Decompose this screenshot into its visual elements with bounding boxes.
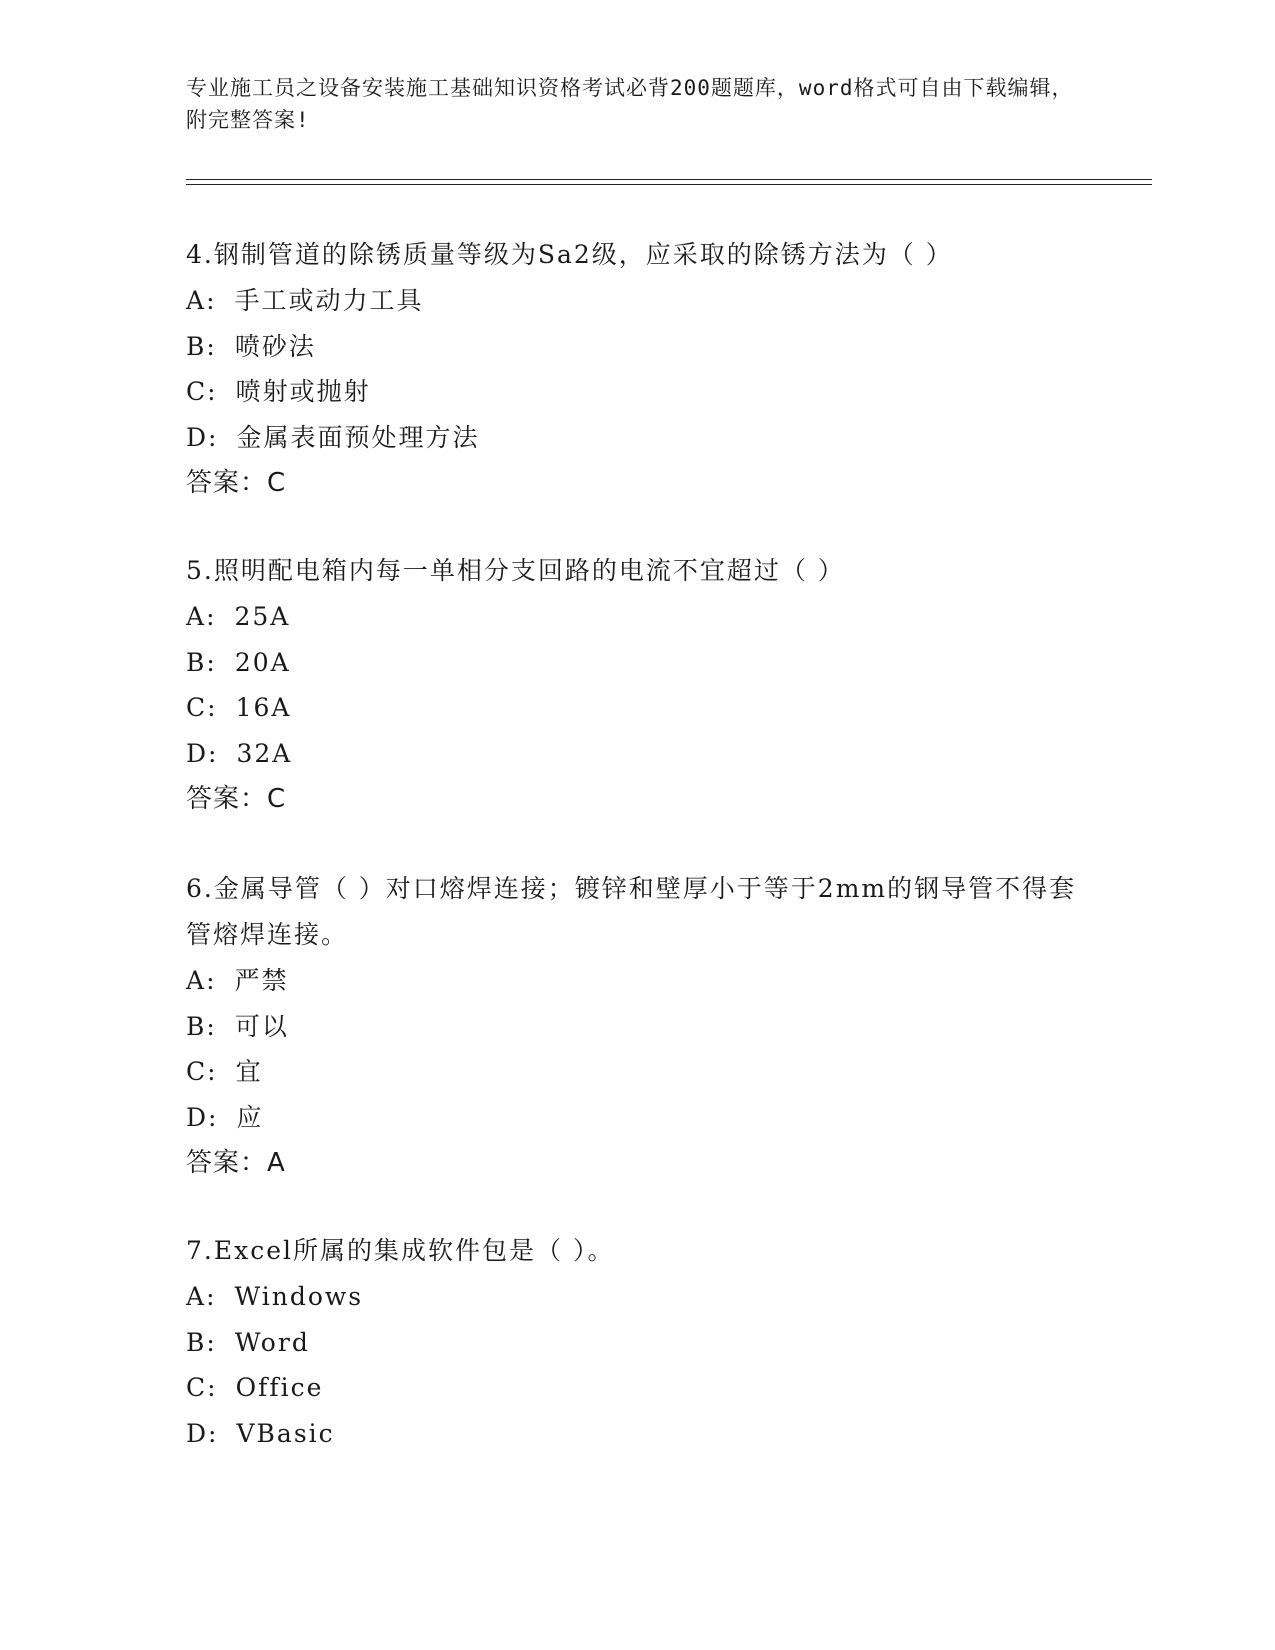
- answer-line: 答案：C: [186, 468, 287, 498]
- option-d: D: 32A: [186, 731, 1086, 777]
- option-text: 应: [236, 1102, 264, 1132]
- option-b: B: Word: [186, 1320, 1086, 1366]
- option-key: D: [186, 1418, 209, 1448]
- option-text: 宜: [235, 1057, 263, 1086]
- option-text: 20A: [234, 647, 291, 677]
- option-key: C: [186, 693, 208, 722]
- option-key: B: [186, 1327, 207, 1357]
- option-text: 喷砂法: [234, 331, 316, 361]
- option-key: D: [186, 1102, 209, 1132]
- option-key: B: [186, 647, 207, 677]
- option-key: C: [186, 377, 208, 406]
- option-key: A: [186, 1282, 207, 1311]
- option-text: Windows: [234, 1282, 364, 1311]
- option-c: C: 16A: [186, 685, 1086, 731]
- option-text: Word: [234, 1327, 310, 1357]
- option-key: B: [186, 331, 207, 361]
- option-key: A: [186, 966, 207, 995]
- option-text: VBasic: [236, 1418, 335, 1448]
- answer-line: 答案：A: [186, 1148, 286, 1178]
- option-key: A: [186, 602, 207, 631]
- option-a: A: 严禁: [186, 958, 1086, 1004]
- option-text: 喷射或抛射: [235, 377, 371, 406]
- option-text: 16A: [235, 693, 292, 722]
- answer-line: 答案：C: [186, 784, 287, 814]
- option-text: 可以: [234, 1011, 289, 1041]
- question-stem: 7.Excel所属的集成软件包是（ ）。: [186, 1236, 615, 1265]
- option-a: A: 手工或动力工具: [186, 278, 1086, 324]
- option-c: C: Office: [186, 1365, 1086, 1411]
- option-c: C: 喷射或抛射: [186, 369, 1086, 415]
- option-text: 严禁: [234, 966, 289, 995]
- option-text: 25A: [234, 602, 291, 631]
- option-b: B: 可以: [186, 1004, 1086, 1050]
- option-key: A: [186, 286, 207, 315]
- option-b: B: 喷砂法: [186, 324, 1086, 370]
- question-stem: 6.金属导管（ ）对口熔焊连接；镀锌和壁厚小于等于2mm的钢导管不得套管熔焊连接。: [186, 874, 1077, 949]
- question-7: [186, 1228, 1086, 1456]
- option-d: D: VBasic: [186, 1411, 1086, 1457]
- header-divider-top: [186, 179, 1152, 180]
- question-6: [186, 866, 1086, 1186]
- option-d: D: 金属表面预处理方法: [186, 415, 1086, 461]
- option-text: 32A: [236, 738, 293, 768]
- option-text: 手工或动力工具: [234, 286, 424, 315]
- question-stem: 4.钢制管道的除锈质量等级为Sa2级，应采取的除锈方法为（ ）: [186, 240, 953, 269]
- option-key: B: [186, 1011, 207, 1041]
- option-text: Office: [235, 1373, 324, 1402]
- question-4: [186, 232, 1086, 506]
- option-key: C: [186, 1373, 208, 1402]
- document-header: 专业施工员之设备安装施工基础知识资格考试必背200题题库，word格式可自由下载编辑，附完整答案!: [186, 76, 1074, 132]
- option-key: D: [186, 738, 209, 768]
- option-b: B: 20A: [186, 640, 1086, 686]
- option-c: C: 宜: [186, 1049, 1086, 1095]
- option-key: C: [186, 1057, 208, 1086]
- question-stem: 5.照明配电箱内每一单相分支回路的电流不宜超过（ ）: [186, 556, 845, 585]
- option-a: A: 25A: [186, 594, 1086, 640]
- option-text: 金属表面预处理方法: [236, 422, 480, 452]
- option-key: D: [186, 422, 209, 452]
- question-5: [186, 548, 1086, 822]
- header-divider-bottom: [186, 184, 1152, 185]
- option-d: D: 应: [186, 1095, 1086, 1141]
- option-a: A: Windows: [186, 1274, 1086, 1320]
